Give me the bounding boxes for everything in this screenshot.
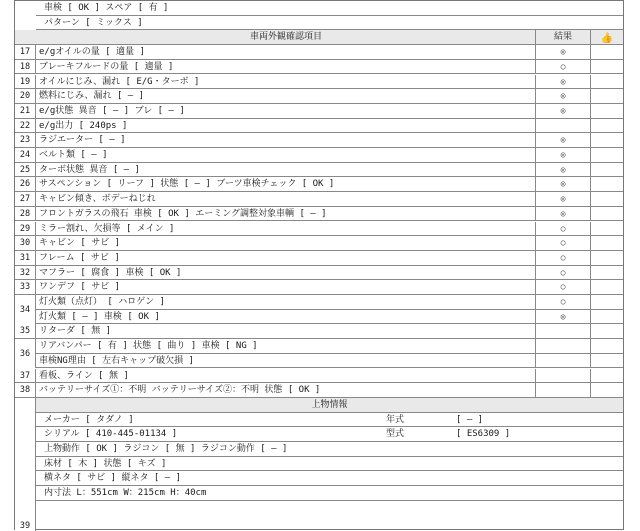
table-row bbox=[15, 266, 623, 281]
row-text: e/g出力 [ 240ps ] bbox=[39, 120, 128, 131]
result-mark: ○ bbox=[535, 222, 591, 236]
section-title: 上物情報 bbox=[311, 399, 348, 410]
row-text: リアバンパー [ 有 ] 状態 [ 曲り ] 車検 [ NG ] bbox=[39, 341, 258, 352]
result-mark: ◎ bbox=[535, 89, 591, 103]
section-title: 車両外観確認項目 bbox=[249, 32, 322, 43]
row-text: マフラー [ 腐食 ] 車検 [ OK ] bbox=[39, 267, 182, 278]
row-text: 看板、ライン [ 無 ] bbox=[39, 370, 129, 381]
table-row bbox=[15, 339, 623, 354]
result-mark: ◎ bbox=[535, 207, 591, 221]
row-number: 39 bbox=[15, 398, 36, 531]
top-row bbox=[36, 1, 623, 16]
row-text: ワンデフ [ サビ ] bbox=[39, 282, 121, 293]
row-text: 燃料にじみ、漏れ [ ― ] bbox=[39, 91, 145, 102]
row-number: 37 bbox=[15, 369, 36, 383]
row-text: フレーム [ サビ ] bbox=[39, 252, 120, 263]
result-mark: ◎ bbox=[535, 310, 591, 324]
result-mark: ◎ bbox=[535, 104, 591, 118]
row-text: 横ネタ [ サビ ] 縦ネタ [ ― ] bbox=[44, 473, 182, 484]
row-text: ミラー割れ、欠損等 [ メイン ] bbox=[39, 223, 175, 234]
result-mark: ◎ bbox=[535, 192, 591, 206]
row-number: 21 bbox=[15, 104, 36, 118]
field-value: [ ES6309 ] bbox=[456, 429, 511, 440]
table-row bbox=[15, 236, 623, 251]
table-row bbox=[15, 45, 623, 60]
table-row bbox=[36, 413, 623, 428]
row-number: 18 bbox=[15, 60, 36, 74]
row-number: 26 bbox=[15, 177, 36, 191]
row-text: e/gオイルの量 [ 適量 ] bbox=[39, 47, 145, 58]
field-label: 年式 bbox=[386, 414, 405, 425]
table-row bbox=[15, 177, 623, 192]
row-text: バッテリーサイズ①：不明 バッテリーサイズ②：不明 状態 [ OK ] bbox=[39, 385, 321, 396]
row-text: 床材 [ 木 ] 状態 [ キズ ] bbox=[44, 458, 167, 469]
table-row bbox=[15, 383, 623, 398]
table-row bbox=[15, 163, 623, 178]
table-row bbox=[15, 60, 623, 75]
section-header bbox=[15, 30, 623, 45]
top-row bbox=[36, 16, 623, 31]
table-row bbox=[15, 104, 623, 119]
table-row bbox=[36, 457, 623, 472]
thumbs-up-icon: 👍 bbox=[600, 33, 613, 45]
result-mark bbox=[535, 369, 591, 383]
row-number: 23 bbox=[15, 133, 36, 147]
result-mark: ◎ bbox=[535, 133, 591, 147]
inspection-sheet bbox=[14, 0, 624, 531]
table-row bbox=[15, 222, 623, 237]
row-number: 31 bbox=[15, 251, 36, 265]
row-text: ラジエーター [ ― ] bbox=[39, 135, 126, 146]
result-mark: ○ bbox=[535, 60, 591, 74]
result-mark bbox=[535, 339, 591, 353]
row-text: オイルにじみ、漏れ [ E/G・ターボ ] bbox=[39, 76, 200, 87]
row-number: 38 bbox=[15, 383, 36, 397]
table-row bbox=[15, 295, 623, 310]
result-mark: ○ bbox=[535, 236, 591, 250]
table-row bbox=[15, 369, 623, 384]
table-row bbox=[36, 486, 623, 501]
result-mark: ◎ bbox=[535, 75, 591, 89]
row-number: 34 bbox=[15, 295, 36, 324]
row-text: e/g状態 異音 [ ― ] ブレ [ ― ] bbox=[39, 105, 185, 116]
field-value: [ ― ] bbox=[456, 414, 484, 425]
result-mark bbox=[535, 354, 591, 368]
row-number: 24 bbox=[15, 148, 36, 162]
table-row bbox=[15, 354, 623, 369]
table-row bbox=[15, 148, 623, 163]
row-text: フロントガラスの飛石 車検 [ OK ] エーミング調整対象車輌 [ ― ] bbox=[39, 208, 327, 219]
row-text: パターン [ ミックス ] bbox=[44, 17, 143, 28]
result-mark: ◎ bbox=[535, 163, 591, 177]
result-mark: ○ bbox=[535, 251, 591, 265]
row-number: 27 bbox=[15, 192, 36, 206]
row-text: 車検NG理由 [ 左右キャップ破欠損 ] bbox=[39, 355, 194, 366]
row-text: 灯火類（点灯） [ ハロゲン ] bbox=[39, 297, 165, 307]
row-text: サスペンション [ リーフ ] 状態 [ ― ] ブーツ車検チェック [ OK ] bbox=[39, 179, 335, 190]
section-header bbox=[36, 398, 623, 413]
row-text: シリアル [ 410-445-01134 ] bbox=[44, 429, 178, 440]
row-text: リターダ [ 無 ] bbox=[39, 326, 112, 337]
row-number: 29 bbox=[15, 222, 36, 236]
result-mark: ◎ bbox=[535, 148, 591, 162]
table-row bbox=[15, 75, 623, 90]
table-row bbox=[15, 192, 623, 207]
result-mark bbox=[535, 383, 591, 397]
result-mark: ◎ bbox=[535, 45, 591, 59]
result-mark: ○ bbox=[535, 295, 591, 309]
row-number: 30 bbox=[15, 236, 36, 250]
row-number: 20 bbox=[15, 89, 36, 103]
row-number: 33 bbox=[15, 280, 36, 294]
row-number: 19 bbox=[15, 75, 36, 89]
table-row bbox=[15, 324, 623, 339]
table-row bbox=[15, 119, 623, 134]
table-row bbox=[36, 427, 623, 442]
row-number: 22 bbox=[15, 119, 36, 133]
row-text: キャビン [ サビ ] bbox=[39, 238, 121, 249]
row-number: 36 bbox=[15, 339, 36, 368]
table-row bbox=[15, 133, 623, 148]
row-text: ターボ状態 異音 [ ― ] bbox=[39, 164, 140, 175]
row-text: 上物動作 [ OK ] ラジコン [ 無 ] ラジコン動作 [ ― ] bbox=[44, 444, 288, 454]
row-number: 35 bbox=[15, 324, 36, 338]
row-text: 車検 [ OK ] スペア [ 有 ] bbox=[44, 3, 169, 13]
result-mark: ○ bbox=[535, 280, 591, 294]
table-row bbox=[15, 251, 623, 266]
row-number: 17 bbox=[15, 45, 36, 59]
table-row bbox=[36, 442, 623, 457]
row-text: メーカー [ タダノ ] bbox=[44, 414, 134, 425]
row-number: 28 bbox=[15, 207, 36, 221]
row-text: キャビン傾き、ボデーねじれ bbox=[39, 194, 156, 205]
row-text: 灯火類 [ ― ] 車検 [ OK ] bbox=[39, 311, 160, 322]
table-row bbox=[15, 310, 623, 325]
table-row bbox=[15, 207, 623, 222]
row-text: 内寸法 L：551cm W：215cm H：40cm bbox=[44, 488, 207, 499]
result-mark bbox=[535, 324, 591, 338]
result-mark bbox=[535, 119, 591, 133]
table-row bbox=[36, 471, 623, 486]
inspection-table bbox=[14, 0, 624, 530]
row-number: 25 bbox=[15, 163, 36, 177]
table-row bbox=[15, 89, 623, 104]
result-mark: ◎ bbox=[535, 177, 591, 191]
row-number: 32 bbox=[15, 266, 36, 280]
result-column-label: 結果 bbox=[535, 30, 591, 44]
table-row bbox=[15, 280, 623, 295]
row-text: ベルト類 [ ― ] bbox=[39, 150, 108, 160]
result-mark: ○ bbox=[535, 266, 591, 280]
row-text: ブレーキフルードの量 [ 適量 ] bbox=[39, 61, 174, 72]
field-label: 型式 bbox=[386, 429, 405, 440]
